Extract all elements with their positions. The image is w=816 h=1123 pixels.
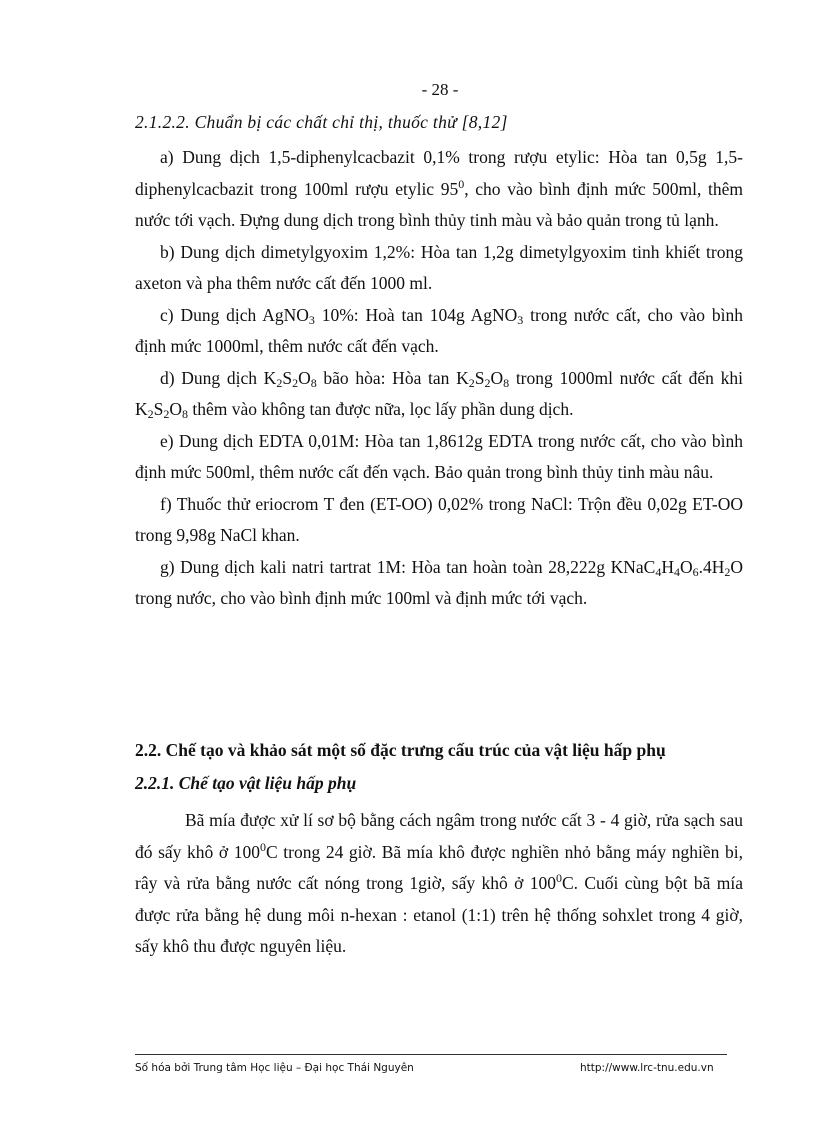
subsection-heading: 2.2.1. Chế tạo vật liệu hấp phụ [135,773,357,793]
section-heading: 2.2. Chế tạo và khảo sát một số đặc trưng cấu trúc của vật liệu hấp phụ [135,740,666,760]
item-e: e) Dung dịch EDTA 0,01M: Hòa tan 1,8612g EDTA trong nước cất, cho vào bình định mức 500ml, thêm nước cất đến vạch. Bảo quản trong bình thủy tinh màu nâu. [135,430,743,482]
page-number: - 28 - [421,80,459,99]
item-a: a) Dung dịch 1,5-diphenylcacbazit 0,1% trong rượu etylic: Hòa tan 0,5g 1,5-diphenylcacbazit trong 100ml rượu etylic $95^0$, cho vào bình định mức 500ml, thêm nước tới vạch. Đựng dung dịch trong bình thủy tinh màu và bảo quản trong tủ lạnh. [135,147,744,230]
item-b: b) Dung dịch dimetylgyoxim 1,2%: Hòa tan 1,2g dimetylgyoxim tinh khiết trong axeton và pha thêm nước cất đến 1000 ml. [135,241,743,293]
reagent-list [135,142,743,615]
subsection-title: 2.1.2.2. Chuẩn bị các chất chỉ thị, thuốc thử [8,12] [135,112,508,132]
item-f: f) Thuốc thử eriocrom T đen (ET-OO) 0,02% trong NaCl: Trộn đều 0,02g ET-OO trong 9,98g NaCl khan. [135,493,743,545]
body-paragraph [135,805,743,963]
item-d: d) Dung dịch $K_2S_2O_8$ bão hòa: Hòa $\tan K_2S_2O_8$ trong 1000ml nước cất đến khi $K_2S_2O_8$ thêm vào không tan được nữa, lọc lấy phần dung dịch. [135,367,743,421]
item-c: c) Dung dịch AgNO$_3$ 10%: Hoà tan 104g AgNO$_3$ trong nước cất, cho vào bình định mức 1000ml, thêm nước cất đến vạch. [135,304,743,356]
paragraph-text: Bã mía được xử lí sơ bộ bằng cách ngâm trong nước cất 3 - 4 giờ, rửa sạch sau đó sấy khô ở $100^0C$ trong 24 giờ. Bã mía khô được nghiền nhỏ bằng máy nghiền bi, rây và rửa bằng nước cất nóng trong 1giờ, sấy khô ở $100^0C$. Cuối cùng bột bã mía được rửa bằng hệ dung môi n-hexan : etanol (1:1) trên hệ thống sohxlet trong 4 giờ, sấy khô thu được nguyên liệu. [135,810,743,956]
footer-rule [135,1054,727,1055]
footer-link[interactable]: http://www.lrc-tnu.edu.vn [580,1062,714,1074]
item-g: g) Dung dịch kali natri tartrat 1M: Hòa tan hoàn toàn 28,222g $KNaC_4H_4O_6.4H_2O$ trong nước, cho vào bình định mức 100ml và định mức tới vạch. [135,556,743,608]
footer-left: Số hóa bởi Trung tâm Học liệu – Đại học Thái Nguyên [135,1062,414,1074]
